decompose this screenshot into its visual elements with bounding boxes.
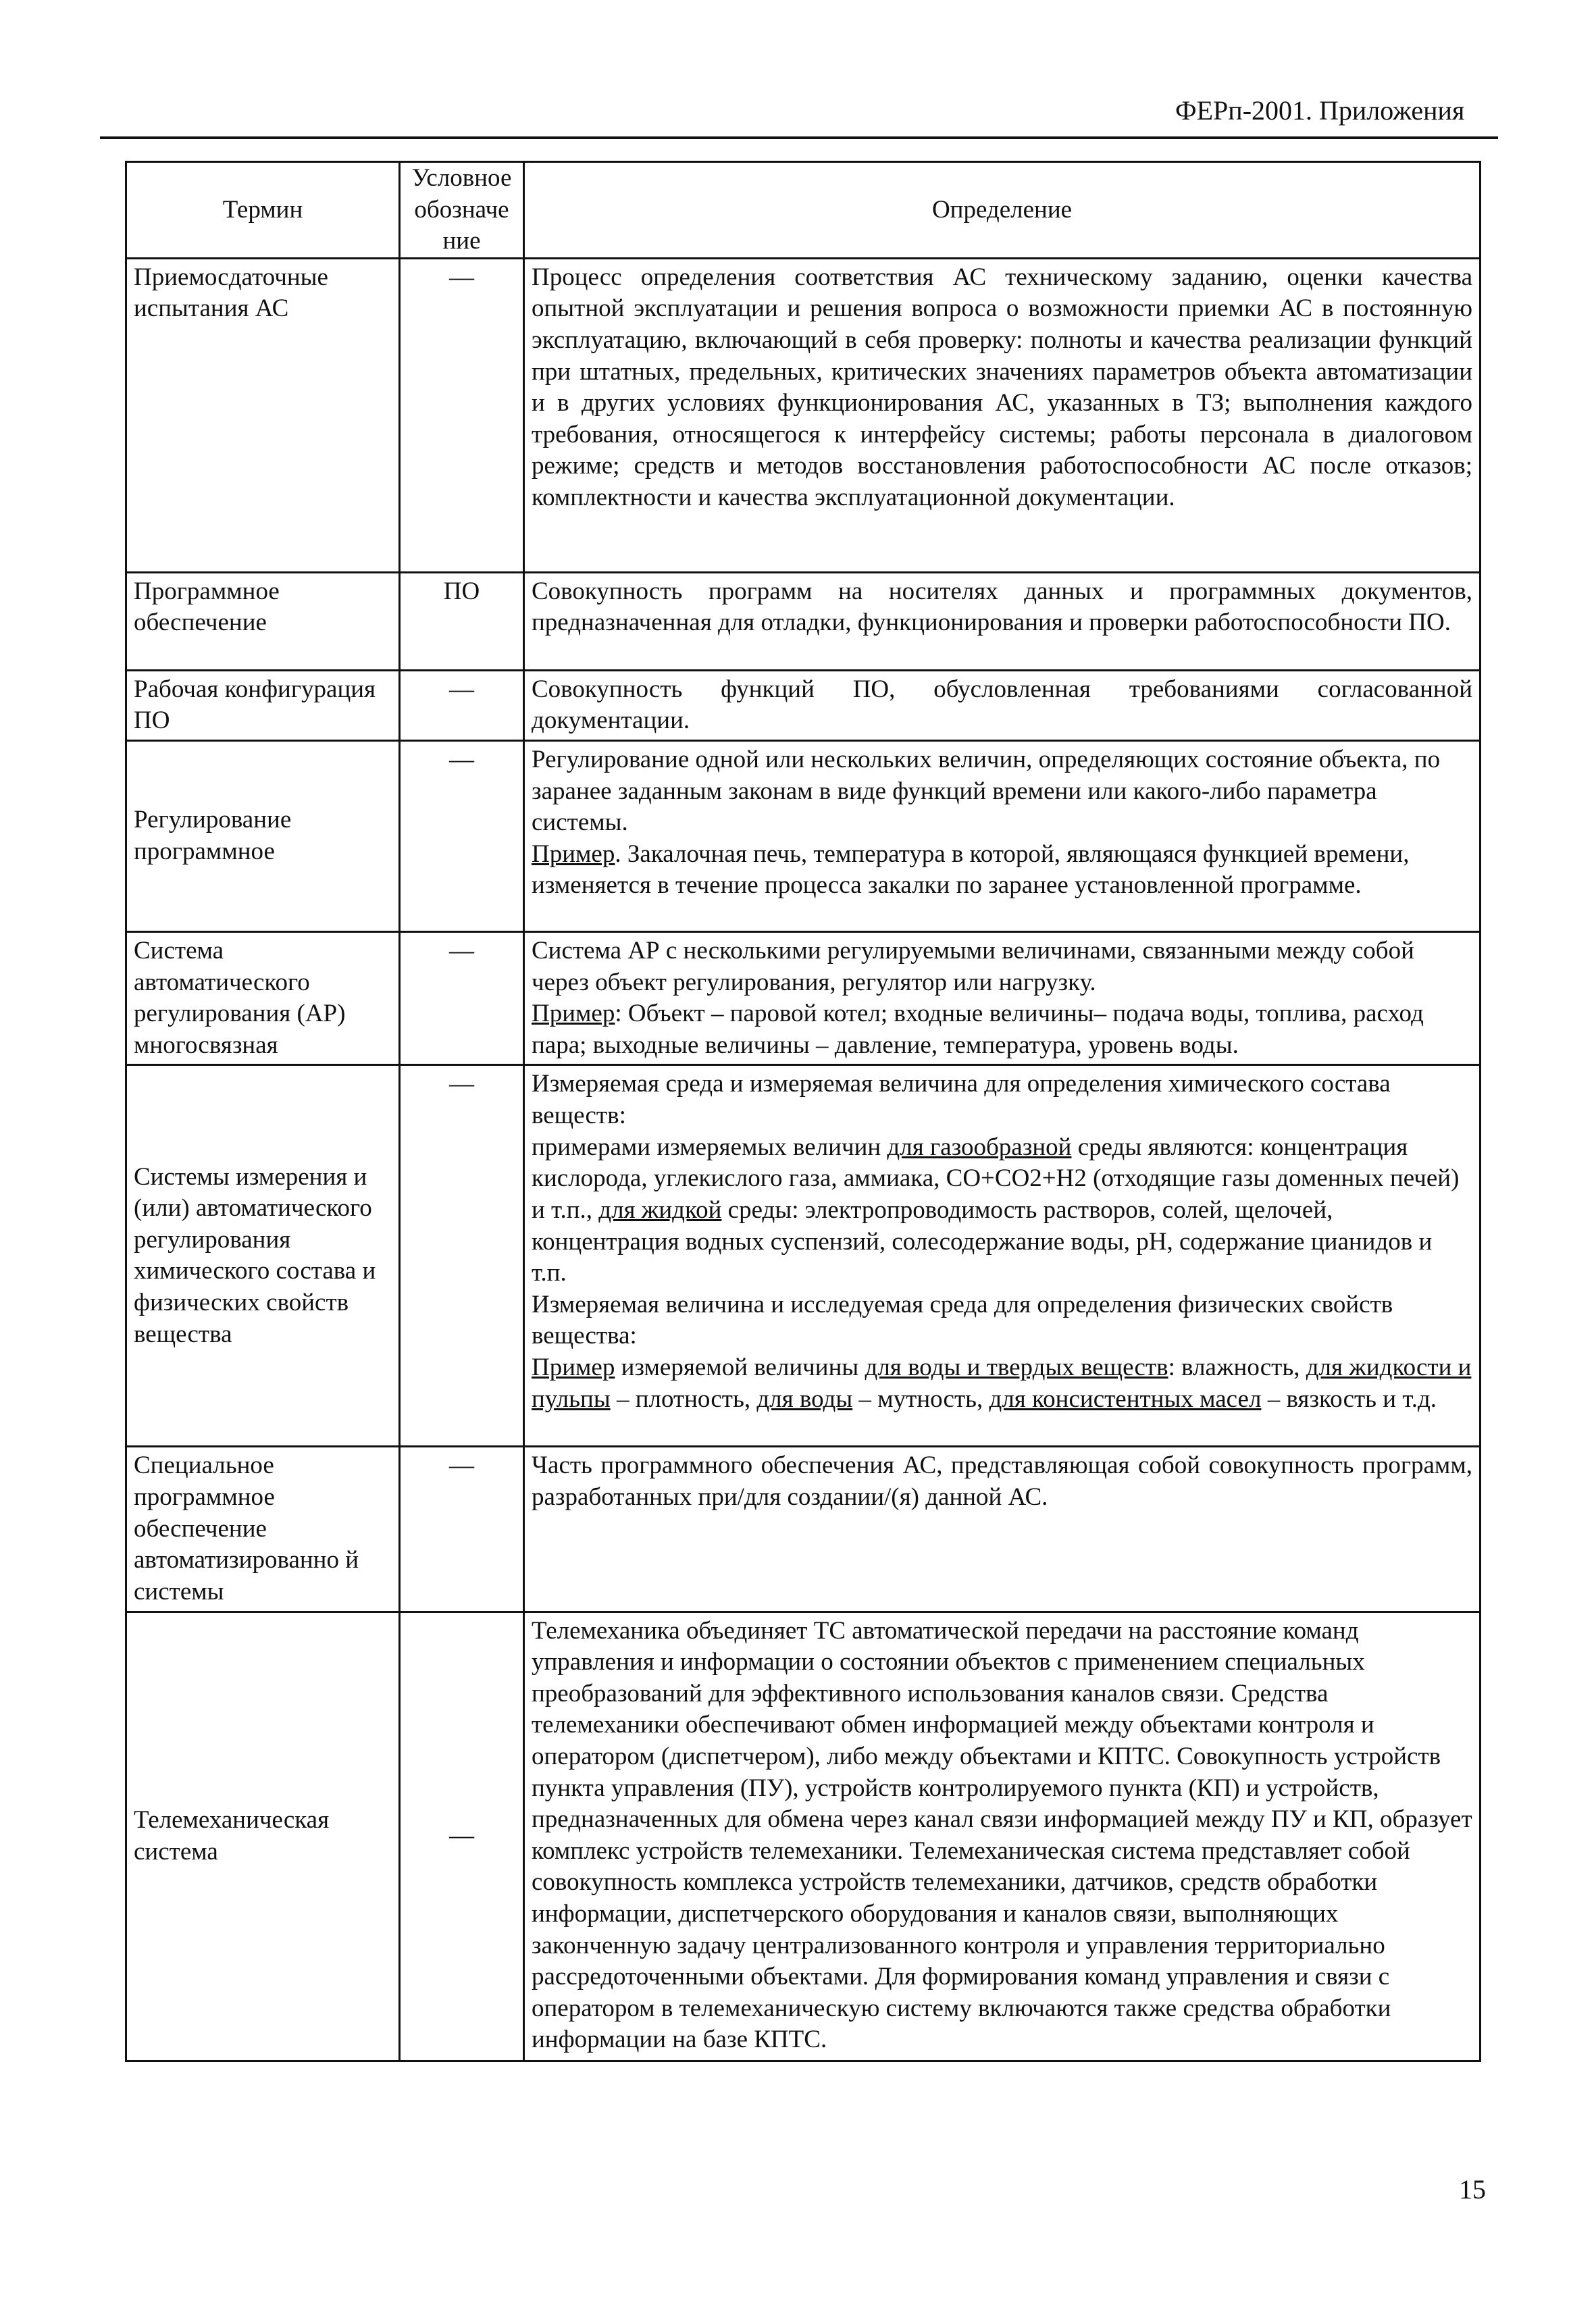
table-row bbox=[126, 670, 1481, 740]
column-header-term: Термин bbox=[126, 162, 400, 259]
definition-text: примерами измеряемых величин bbox=[532, 1133, 887, 1161]
column-header-definition: Определение bbox=[524, 162, 1481, 259]
term-cell: Рабочая конфигурация ПО bbox=[126, 670, 400, 740]
symbol-cell: — bbox=[400, 258, 524, 572]
underlined-text: для газообразной bbox=[887, 1133, 1072, 1161]
page-number: 15 bbox=[1459, 2174, 1486, 2205]
header-rule bbox=[100, 136, 1498, 139]
definition-cell: Совокупность функций ПО, обусловленная требованиями согласованной документации. bbox=[524, 670, 1481, 740]
definition-cell: Часть программного обеспечения АС, представляющая собой совокупность программ, разработанных при/для создании/(я) данной АС. bbox=[524, 1447, 1481, 1612]
example-label: Пример bbox=[532, 1000, 615, 1028]
symbol-cell: — bbox=[400, 1065, 524, 1447]
underlined-text: для консистентных масел bbox=[989, 1385, 1262, 1413]
definition-cell: Телемеханика объединяет ТС автоматической передачи на расстояние команд управления и информации о состоянии объектов с применением специальных преобразований для эффективного использования каналов связи. Средства телемеханики обеспечивают обмен информацией между объектами контроля и оператором (диспетчером), либо между объектами и КПТС. Совокупность устройств пункта управления (ПУ), устройств контролируемого пункта (КП) и устройств, предназначенных для обмена через канал связи информацией между ПУ и КП, образует комплекс устройств телемеханики. Телемеханическая система представляет собой совокупность комплекса устройств телемеханики, датчиков, средств обработки информации, диспетчерского оборудования и каналов связи, выполняющих законченную задачу централизованного контроля и управления территориально рассредоточенными объектами. Для формирования команд управления и связи с оператором в телемеханическую систему включаются также средства обработки информации на базе КПТС. bbox=[524, 1612, 1481, 2061]
table-row bbox=[126, 932, 1481, 1065]
underlined-text: для воды и твердых веществ bbox=[865, 1353, 1168, 1381]
term-cell: Программное обеспечение bbox=[126, 572, 400, 670]
definition-text: – вязкость и т.д. bbox=[1261, 1385, 1437, 1413]
definition-text: среды: электропроводимость растворов, солей, щелочей, концентрация водных суспензий, солесодержание воды, pH, содержание цианидов и т.п. bbox=[532, 1195, 1433, 1287]
term-cell: Система автоматического регулирования (АР) многосвязная bbox=[126, 932, 400, 1065]
symbol-cell: — bbox=[400, 932, 524, 1065]
definition-para-1: Измеряемая среда и измеряемая величина для определения химического состава веществ: bbox=[532, 1070, 1391, 1130]
table-row bbox=[126, 258, 1481, 572]
table-header-row bbox=[126, 162, 1481, 259]
table-row bbox=[126, 1065, 1481, 1447]
definition-text: измеряемой величины bbox=[615, 1353, 865, 1381]
term-cell: Специальное программное обеспечение автоматизированно й системы bbox=[126, 1447, 400, 1612]
symbol-cell: ПО bbox=[400, 572, 524, 670]
definition-text: среды являются: концентрация кислорода, углекислого газа, аммиака, CO+CO2+H2 (отходящие газы доменных печей) и т.п., bbox=[532, 1133, 1460, 1224]
underlined-text: для жидкости и пульпы bbox=[532, 1353, 1472, 1413]
table-row bbox=[126, 1447, 1481, 1612]
symbol-cell: — bbox=[400, 1612, 524, 2061]
definition-cell bbox=[524, 1065, 1481, 1447]
symbol-cell: — bbox=[400, 670, 524, 740]
definition-text: Система АР с несколькими регулируемыми величинами, связанными между собой через объект регулирования, регулятор или нагрузку. bbox=[532, 937, 1414, 996]
symbol-cell: — bbox=[400, 741, 524, 932]
term-cell: Приемосдаточные испытания АС bbox=[126, 258, 400, 572]
term-cell: Телемеханическая система bbox=[126, 1612, 400, 2061]
definition-para-3: Измеряемая величина и исследуемая среда для определения физических свойств вещества: bbox=[532, 1290, 1393, 1350]
term-cell: Регулирование программное bbox=[126, 741, 400, 932]
example-text: : Объект – паровой котел; входные величины– подача воды, топлива, расход пара; выходные величины – давление, температура, уровень воды. bbox=[532, 1000, 1424, 1059]
definition-text: Регулирование одной или нескольких величин, определяющих состояние объекта, по заранее заданным законам в виде функций времени или какого-либо параметра системы. bbox=[532, 746, 1441, 837]
table-row bbox=[126, 741, 1481, 932]
definition-cell: Совокупность программ на носителях данных и программных документов, предназначенная для отладки, функционирования и проверки работоспособности ПО. bbox=[524, 572, 1481, 670]
definition-cell bbox=[524, 932, 1481, 1065]
example-text: . Закалочная печь, температура в которой, являющаяся функцией времени, изменяется в течение процесса закалки по заранее установленной программе. bbox=[532, 840, 1410, 900]
underlined-text: для воды bbox=[756, 1385, 853, 1413]
symbol-cell: — bbox=[400, 1447, 524, 1612]
example-label: Пример bbox=[532, 840, 615, 868]
example-label: Пример bbox=[532, 1353, 615, 1381]
definition-text: : влажность, bbox=[1168, 1353, 1306, 1381]
term-cell: Системы измерения и (или) автоматического регулирования химического состава и физических свойств вещества bbox=[126, 1065, 400, 1447]
table-row bbox=[126, 1612, 1481, 2061]
terms-table bbox=[125, 161, 1481, 2062]
definition-text: – мутность, bbox=[852, 1385, 989, 1413]
underlined-text: для жидкой bbox=[598, 1195, 722, 1224]
column-header-symbol: Условное обозначе ние bbox=[400, 162, 524, 259]
definition-text: – плотность, bbox=[610, 1385, 757, 1413]
definition-cell: Процесс определения соответствия АС техническому заданию, оценки качества опытной эксплуатации и решения вопроса о возможности приемки АС в постоянную эксплуатацию, включающий в себя проверку: полноты и качества реализации функций при штатных, предельных, критических значениях параметров объекта автоматизации и в других условиях функционирования АС, указанных в ТЗ; выполнения каждого требования, относящегося к интерфейсу системы; работы персонала в диалоговом режиме; средств и методов восстановления работоспособности АС после отказов; комплектности и качества эксплуатационной документации. bbox=[524, 258, 1481, 572]
page-header-title: ФЕРп-2001. Приложения bbox=[1175, 95, 1465, 126]
table-row bbox=[126, 572, 1481, 670]
definition-cell bbox=[524, 741, 1481, 932]
